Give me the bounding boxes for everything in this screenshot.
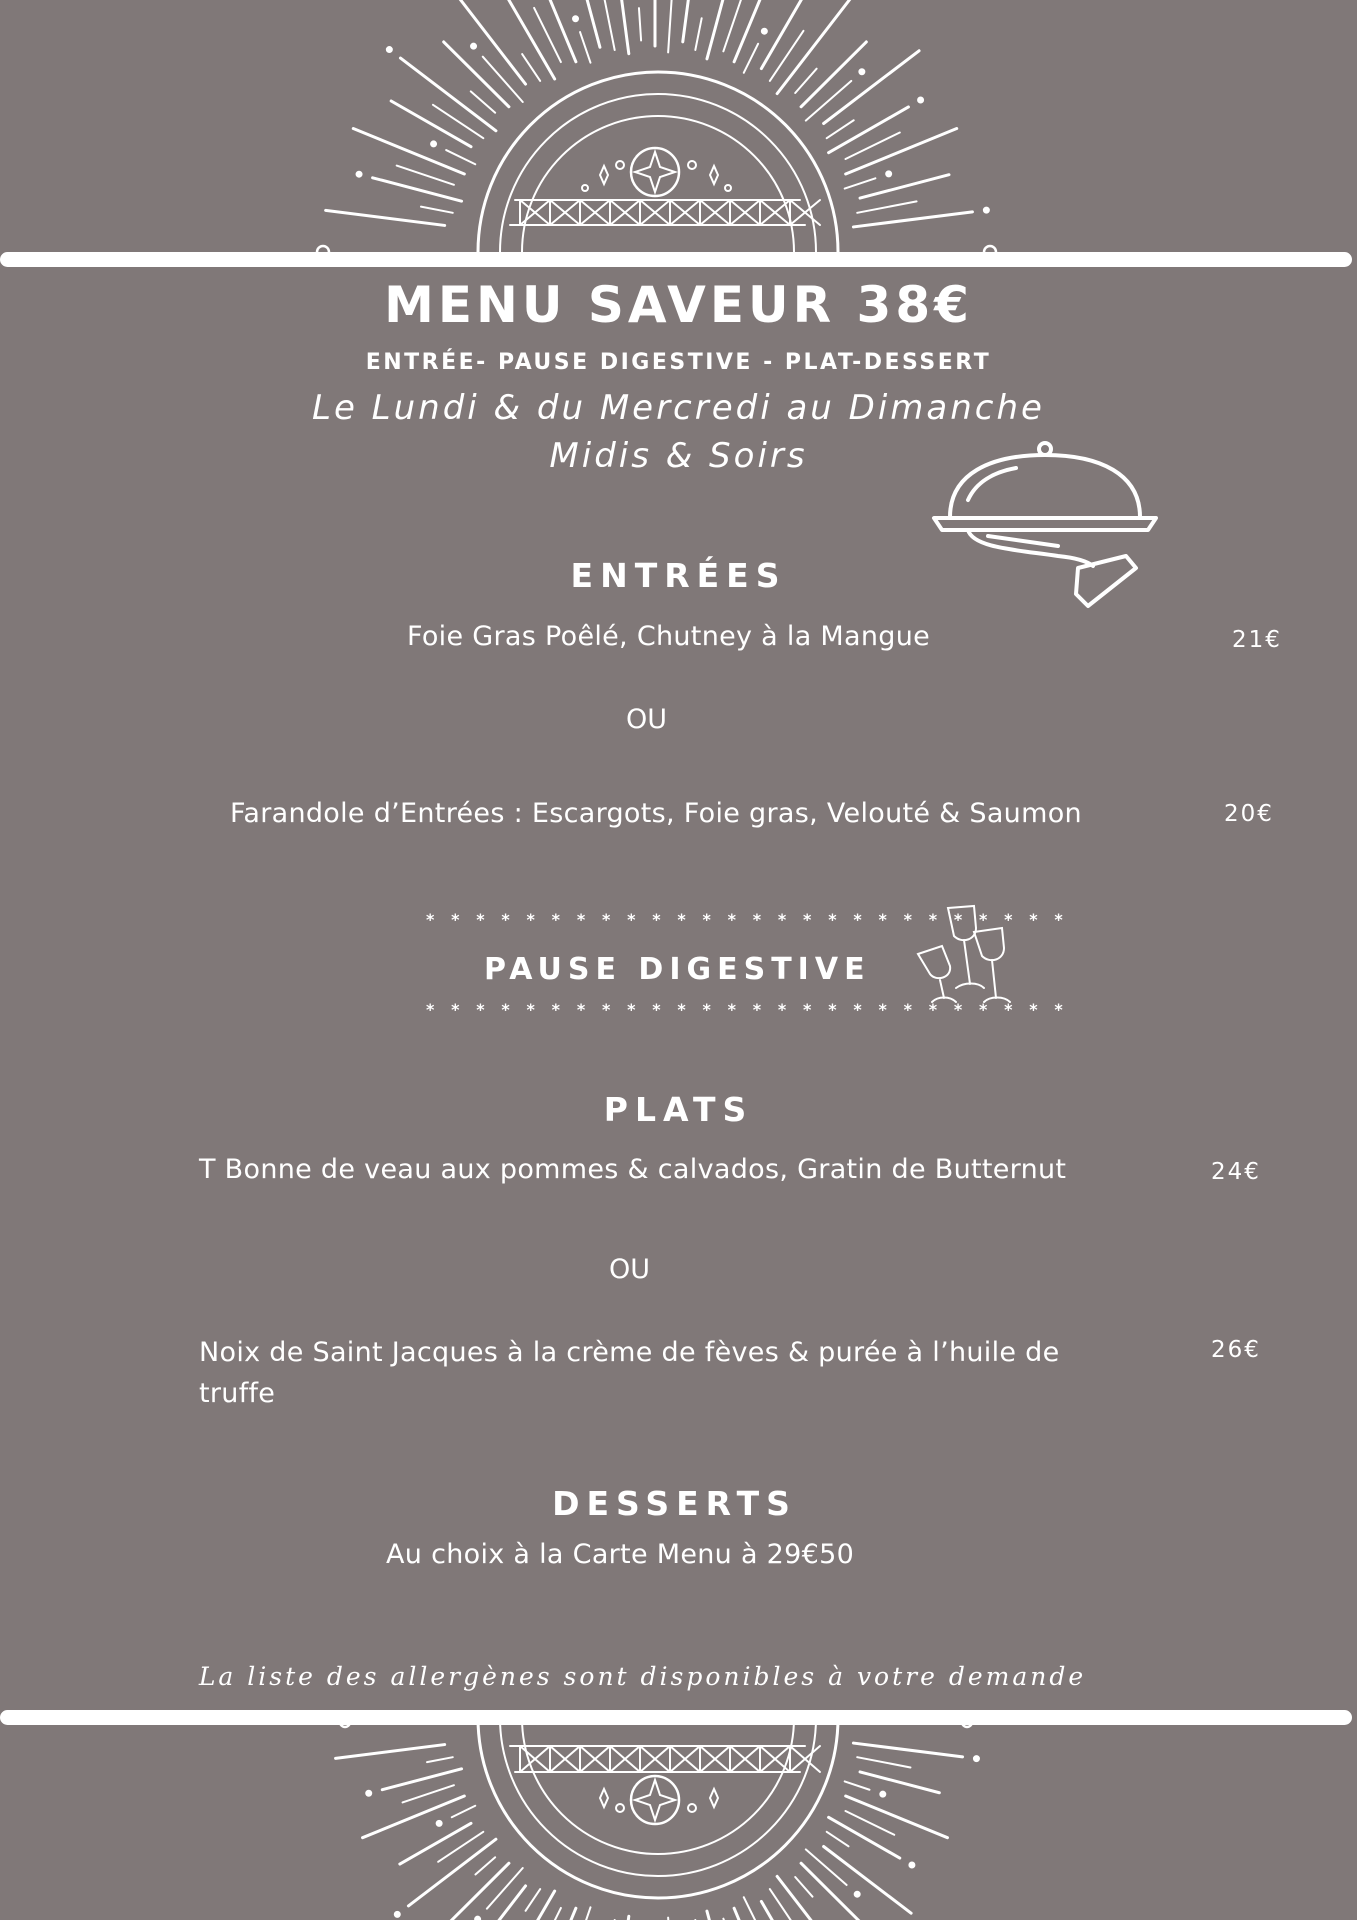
sun-ray <box>530 0 576 62</box>
lattice-segment <box>760 200 790 225</box>
sun-ray-dot <box>974 1757 978 1761</box>
sun-ray <box>582 1907 590 1920</box>
sun-ray <box>391 101 471 147</box>
sun-ray-dot <box>395 1912 399 1916</box>
sun-ray <box>614 1916 628 1920</box>
sun-ray <box>761 1901 802 1920</box>
lattice-segment <box>700 200 730 225</box>
sun-ray <box>845 1781 870 1789</box>
sun-ray-dot <box>437 1821 441 1825</box>
sun-ray <box>433 105 483 138</box>
sun-ray <box>526 1889 541 1911</box>
sun-ray-dot <box>881 1792 885 1796</box>
sun-ray <box>723 0 742 51</box>
entree-item-2-price: 20€ <box>1224 801 1274 827</box>
sun-ray-dot <box>387 48 391 52</box>
sun-ray <box>744 44 758 73</box>
plat-item-2-name-line2: truffe <box>199 1378 276 1409</box>
sun-ray <box>770 31 804 81</box>
lattice-segment <box>730 1746 760 1772</box>
lattice-segment <box>520 1746 550 1772</box>
entree-item-2-name: Farandole d’Entrées : Escargots, Foie gras, Velouté & Saumon <box>230 798 1082 829</box>
sun-ray <box>446 150 475 164</box>
sun-ray <box>487 1868 523 1909</box>
sun-ray <box>827 120 854 138</box>
lattice-segment <box>760 1746 790 1772</box>
lattice-segment <box>670 1746 700 1772</box>
lattice-segment <box>580 200 610 225</box>
sun-ray-dot <box>432 142 436 146</box>
sun-ray-dot <box>357 172 361 176</box>
lattice-segment <box>610 1746 640 1772</box>
sun-ray-dot <box>919 98 923 102</box>
sun-ray <box>777 0 850 94</box>
sun-ray <box>421 207 453 213</box>
sun-ray <box>829 1817 900 1858</box>
lattice-segment <box>700 1746 730 1772</box>
sun-ray <box>857 201 916 212</box>
sun-ray <box>707 1911 728 1920</box>
top-divider-bar <box>0 252 1352 267</box>
lattice-segment <box>790 200 820 225</box>
entree-item-1-name: Foie Gras Poêlé, Chutney à la Mangue <box>407 621 931 652</box>
sun-ray <box>613 0 629 54</box>
sun-ray <box>806 81 852 121</box>
sun-ray <box>770 1889 800 1920</box>
sun-ray <box>795 1877 812 1897</box>
sun-ray <box>639 8 641 40</box>
pause-stars-bottom: * * * * * * * * * * * * * * * * * * * * * * * * * * <box>426 1000 1069 1019</box>
allergens-note: La liste des allergènes sont disponibles à votre demande <box>198 1662 1087 1691</box>
sun-ray <box>452 1806 476 1817</box>
plat-item-2-name-line1: Noix de Saint Jacques à la crème de fèves & purée à l’huile de <box>199 1337 1060 1368</box>
desserts-text: Au choix à la Carte Menu à 29€50 <box>386 1539 855 1570</box>
entrees-heading: ENTRÉES <box>570 556 787 595</box>
sun-ray-dot <box>860 70 864 74</box>
wine-glasses-icon <box>912 902 1012 1008</box>
desserts-heading: DESSERTS <box>552 1484 797 1523</box>
sun-ray <box>827 1832 849 1846</box>
plat-item-1-name: T Bonne de veau aux pommes & calvados, Gratin de Butternut <box>199 1154 1067 1185</box>
sun-ray <box>408 1839 495 1906</box>
plats-or: OU <box>609 1254 651 1285</box>
sun-ray <box>857 1757 910 1767</box>
lattice-segment <box>640 1746 670 1772</box>
pause-heading: PAUSE DIGESTIVE <box>484 952 871 987</box>
sun-ray <box>824 51 919 124</box>
bottom-sunburst-ornament-icon <box>0 1710 1357 1920</box>
lattice-segment <box>730 200 760 225</box>
sun-ray <box>668 0 672 52</box>
entree-item-1-price: 21€ <box>1232 627 1282 653</box>
sun-ray <box>471 91 495 112</box>
sun-ray-dot <box>984 208 988 212</box>
lattice-segment <box>610 200 640 225</box>
entrees-or: OU <box>626 704 668 735</box>
sun-ray <box>438 1832 483 1862</box>
lattice-segment <box>550 1746 580 1772</box>
sun-ray <box>397 166 454 185</box>
sun-ray <box>363 1796 465 1838</box>
sun-ray <box>522 54 540 81</box>
sun-ray <box>860 1772 939 1793</box>
sun-ray <box>326 210 445 225</box>
sun-ray-dot <box>855 1892 859 1896</box>
lattice-segment <box>520 200 550 225</box>
sun-ray-dot <box>574 17 578 21</box>
sun-ray <box>853 212 972 227</box>
lattice-segment <box>580 1746 610 1772</box>
sun-ray <box>336 1745 445 1759</box>
sun-ray-dot <box>762 29 766 33</box>
sun-ray <box>603 0 615 50</box>
sun-ray <box>845 178 876 188</box>
sun-ray <box>683 0 699 42</box>
lattice-segment <box>670 200 700 225</box>
sun-ray <box>707 0 731 59</box>
sun-ray <box>373 178 462 201</box>
top-sunburst-ornament-icon <box>0 0 1357 260</box>
menu-subtitle: ENTRÉE- PAUSE DIGESTIVE - PLAT-DESSERT <box>365 350 992 375</box>
sun-ray <box>580 32 590 63</box>
sun-ray <box>400 1823 471 1864</box>
sun-ray <box>427 1757 453 1762</box>
sun-ray <box>846 1796 948 1838</box>
sun-ray <box>853 1743 962 1757</box>
menu-times: Midis & Soirs <box>549 436 808 476</box>
sun-ray <box>795 69 816 93</box>
sun-ray <box>400 58 495 131</box>
sun-ray <box>695 18 701 50</box>
menu-days: Le Lundi & du Mercredi au Dimanche <box>312 388 1045 428</box>
lattice-segment <box>790 1746 820 1772</box>
sun-ray <box>744 1897 756 1920</box>
pause-stars-top: * * * * * * * * * * * * * * * * * * * * * * * * * * <box>426 910 1069 929</box>
menu-title: MENU SAVEUR 38€ <box>384 276 973 334</box>
sun-ray <box>475 1857 495 1874</box>
plat-item-1-price: 24€ <box>1211 1159 1261 1185</box>
sun-ray-dot <box>887 172 891 176</box>
sun-ray <box>806 1849 847 1885</box>
lattice-segment <box>550 200 580 225</box>
sun-ray-dot <box>472 44 476 48</box>
sun-ray-dot <box>910 1863 914 1867</box>
sun-ray-dot <box>367 1791 371 1795</box>
plats-heading: PLATS <box>603 1090 754 1129</box>
plat-item-2-price: 26€ <box>1211 1337 1261 1363</box>
sun-ray <box>734 0 780 62</box>
sun-ray <box>403 1785 454 1802</box>
lattice-segment <box>640 200 670 225</box>
sun-ray <box>576 0 600 47</box>
sun-ray <box>483 57 523 102</box>
